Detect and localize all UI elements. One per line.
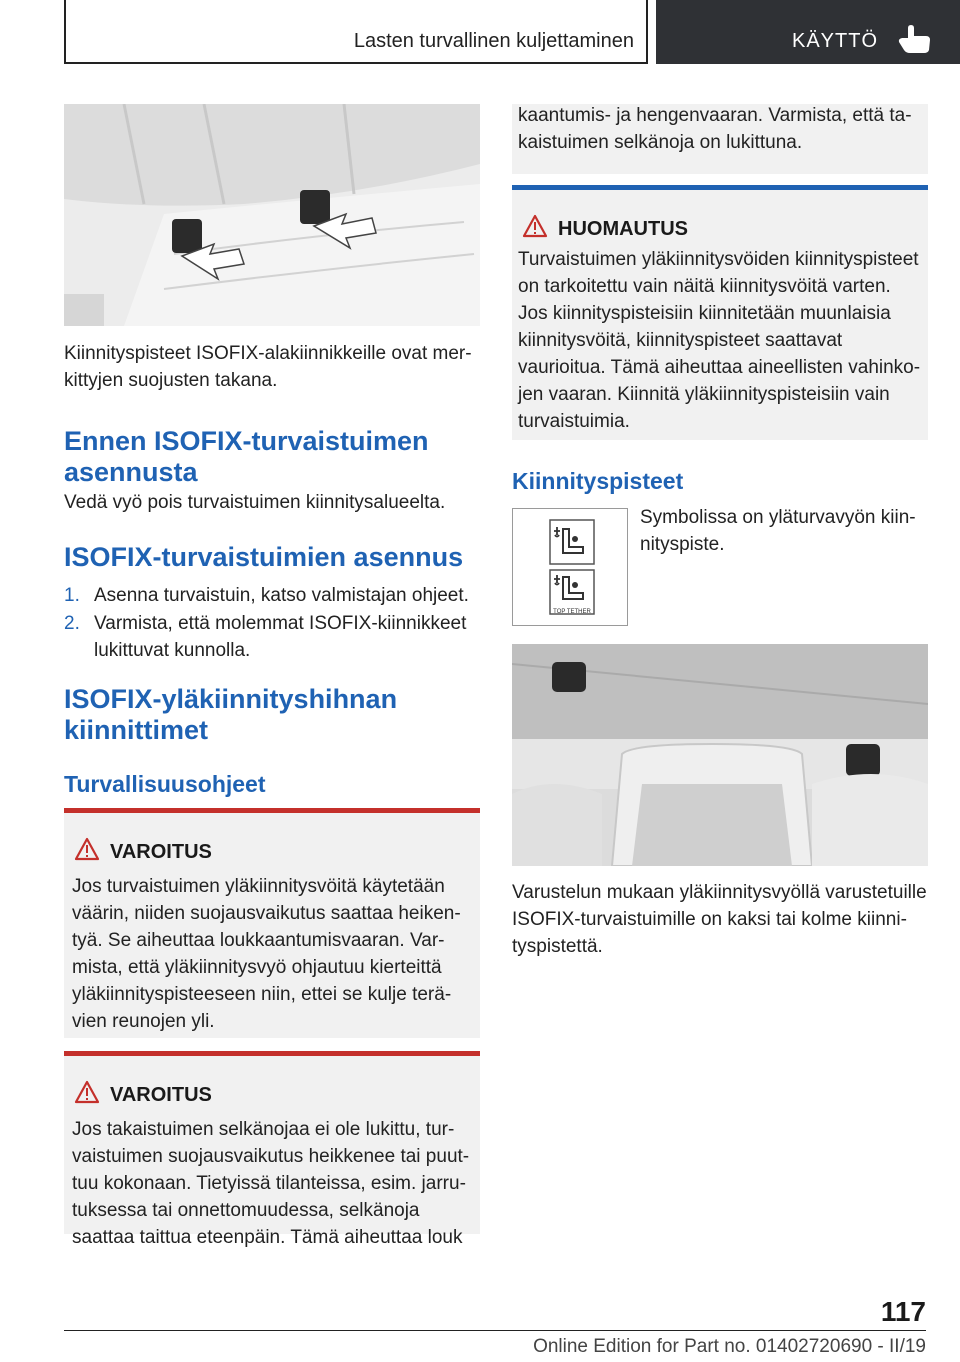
footer-divider (64, 1330, 926, 1331)
warning-box-2 (64, 1051, 480, 1248)
top-tether-anchor-photo (512, 644, 928, 866)
section-title: KÄYTTÖ (792, 30, 879, 52)
warning-triangle-icon (74, 837, 100, 861)
warning-text: Jos turvaistuimen yläkiinnitysvöitä käytetään väärin, niiden suojausvaikutus saattaa heikentyä. Se aiheuttaa loukkaantumisvaaran. Varmista, että yläkiinnitysvyö ohjautuu kierteittä yläkiinnityspisteeseen niin, ettei se kulje terävien reunojen yli. (72, 876, 461, 1032)
warning-continuation-text: kaantumis- ja hengenvaaran. Varmista, että takaistuimen selkänoja on lukittuna. (518, 105, 912, 153)
heading-upper-tether: ISOFIX-yläkiinnityshihnan kiinnittimet (64, 684, 398, 745)
top-tether-label: TOP TETHER (553, 609, 591, 615)
image2-caption: Varustelun mukaan yläkiinnitysvyöllä varustetuille ISOFIX-turvaistuimille on kaksi tai kolme kiinnityspistettä. (512, 882, 927, 957)
warning-title: VAROITUS (110, 1084, 212, 1106)
warning-title: VAROITUS (110, 841, 212, 863)
heading-before-install: Ennen ISOFIX-turvaistuimen asennusta (64, 426, 429, 487)
notice-box (512, 185, 928, 440)
page-number: 117 (880, 1296, 926, 1327)
warning-continuation-box (512, 104, 928, 174)
header-chapter-box (64, 0, 648, 64)
notice-text: Turvaistuimen yläkiinnitysvöiden kiinnityspisteet on tarkoitettu vain näitä kiinnitysvöitä varten. Jos kiinnityspisteisiin kiinnitetään muunlaisia kiinnitysvöitä, kiinnityspisteet saattavat vaurioitua. Tämä aiheuttaa aineellisten vahinkojen vaaran. Kiinnitä yläkiinnityspisteisiin vain turvaistuimia. (518, 249, 921, 432)
step-number: 2. (64, 613, 80, 634)
heading-safety: Turvallisuusohjeet (64, 771, 266, 797)
warning-triangle-icon (522, 214, 548, 238)
install-step-2 (64, 610, 480, 664)
step-text: Asenna turvaistuin, katso valmistajan ohjeet. (94, 585, 469, 606)
chapter-title: Lasten turvallinen kuljettaminen (353, 30, 634, 52)
warning-text: Jos takaistuimen selkänojaa ei ole lukittu, turvaistuimen suojausvaikutus heikkenee tai puuttuu kokonaan. Tietyissä tilanteissa, esim. jarrutuksessa tai onnettomuudessa, selkänoja saattaa taittua eteenpäin. Tämä aiheuttaa louk (72, 1119, 470, 1248)
step-number: 1. (64, 585, 80, 606)
install-step-1 (64, 582, 480, 609)
heading-isofix-install: ISOFIX-turvaistuimien asennus (64, 542, 464, 572)
before-install-text: Vedä vyö pois turvaistuimen kiinnitysalueelta. (64, 492, 446, 513)
step-text: Varmista, että molemmat ISOFIX-kiinnikkeet lukittuvat kunnolla. (94, 613, 467, 661)
footer-edition: Online Edition for Part no. 01402720690 - II/19 (533, 1336, 926, 1357)
symbol-description: Symbolissa on yläturvavyön kiinnityspiste. (640, 507, 916, 555)
child-seat-anchor-icon (549, 519, 595, 565)
hand-pointer-icon (896, 24, 932, 54)
image1-caption: Kiinnityspisteet ISOFIX-alakiinnikkeille ovat merkittyjen suojusten takana. (64, 343, 472, 391)
warning-box-1 (64, 808, 480, 1038)
heading-anchor-points: Kiinnityspisteet (512, 468, 684, 494)
top-tether-symbol-box (512, 508, 628, 626)
header-section-box (656, 0, 960, 64)
warning-triangle-icon (74, 1080, 100, 1104)
notice-title: HUOMAUTUS (558, 218, 688, 240)
isofix-lower-anchor-photo (64, 104, 480, 326)
